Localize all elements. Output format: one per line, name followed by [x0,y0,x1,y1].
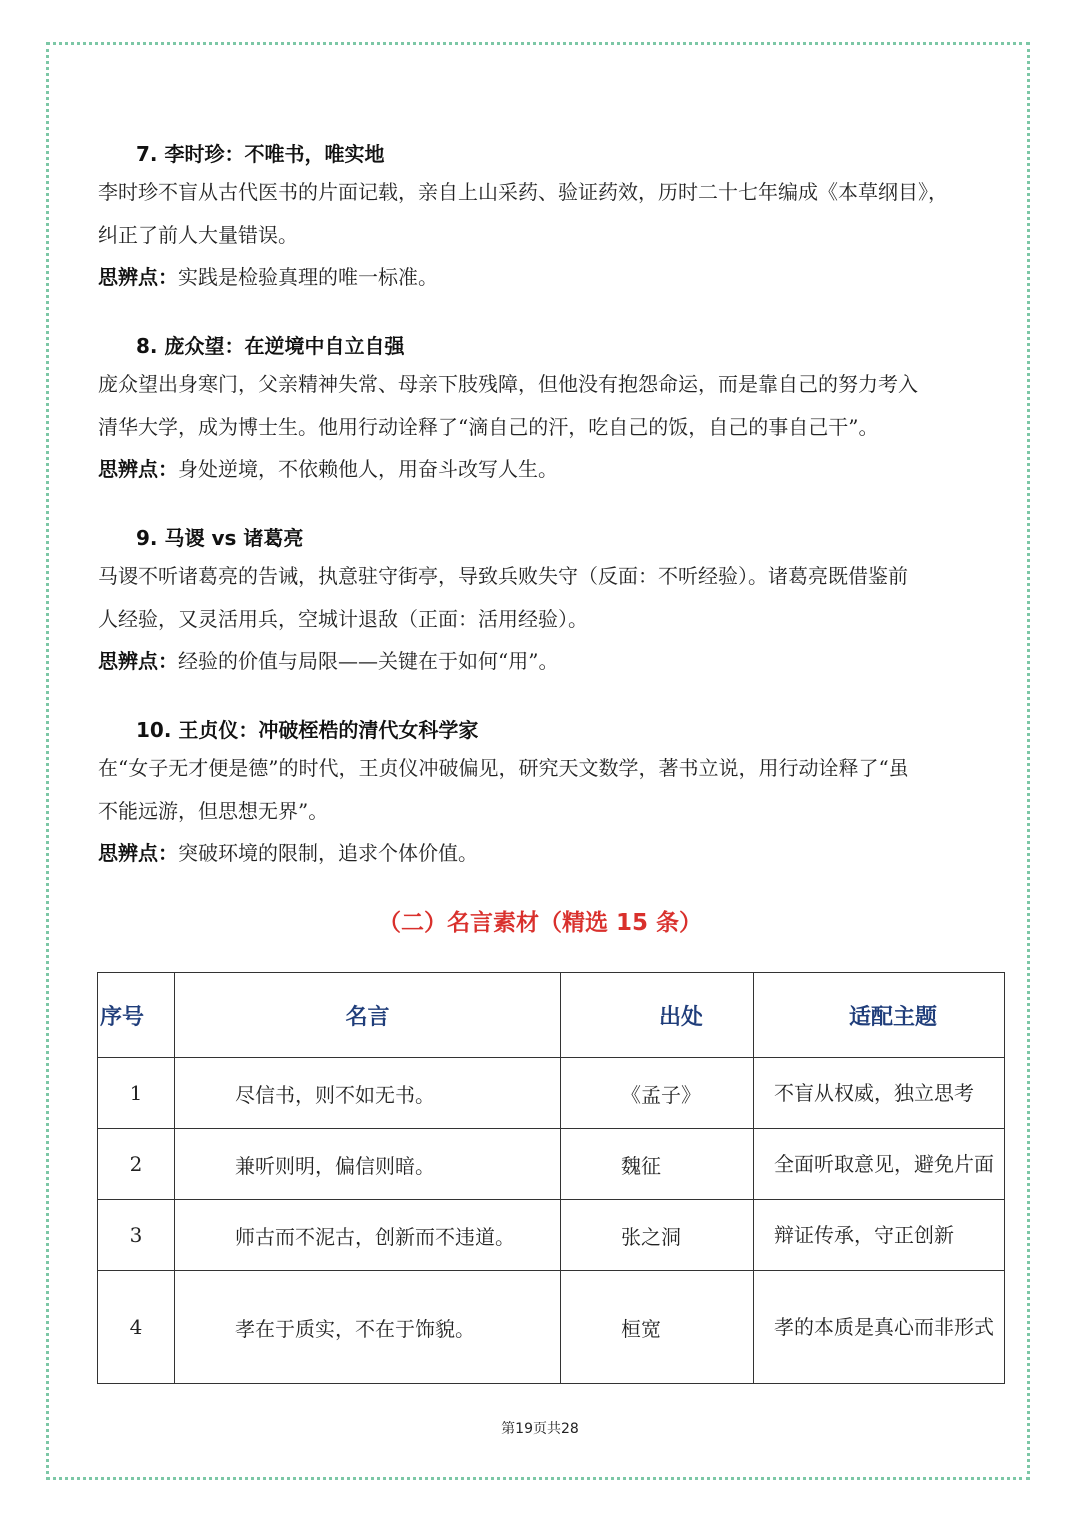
case-title: 7. 李时珍：不唯书，唯实地 [136,142,385,166]
cell-number: 1 [98,1058,175,1129]
case-body-line: 庞众望出身寒门，父亲精神失常、母亲下肢残障，但他没有抱怨命运，而是靠自己的努力考入 [98,372,918,396]
cell-source: 张之洞 [561,1200,754,1271]
point-text: 实践是检验真理的唯一标准。 [178,265,438,289]
case-body-line: 在“女子无才便是德”的时代，王贞仪冲破偏见，研究天文数学，著书立说，用行动诠释了“虽 [98,756,909,780]
case-body-line: 李时珍不盲从古代医书的片面记载，亲自上山采药、验证药效，历时二十七年编成《本草纲目》， [98,180,948,204]
cell-quote: 尽信书，则不如无书。 [175,1058,561,1129]
header-source: 出处 [561,973,754,1058]
case-title: 9. 马谡 vs 诸葛亮 [136,526,304,550]
case-body-line: 纠正了前人大量错误。 [98,223,298,247]
cell-source: 魏征 [561,1129,754,1200]
cell-theme: 孝的本质是真心而非形式 [754,1271,1005,1384]
cell-number: 2 [98,1129,175,1200]
case-body-line: 人经验，又灵活用兵，空城计退敌（正面：活用经验）。 [98,607,588,631]
header-quote: 名言 [175,973,561,1058]
header-theme: 适配主题 [754,973,1005,1058]
cell-theme: 辩证传承，守正创新 [754,1200,1005,1271]
case-point [98,647,558,675]
cell-number: 3 [98,1200,175,1271]
cell-quote: 兼听则明，偏信则暗。 [175,1129,561,1200]
table-row [98,1200,1005,1271]
cell-theme: 全面听取意见，避免片面 [754,1129,1005,1200]
point-text: 身处逆境，不依赖他人，用奋斗改写人生。 [178,457,558,481]
case-point [98,263,438,291]
page-footer: 第19页共28 [501,1421,579,1437]
quotes-subheading: （二）名言素材（精选 15 条） [377,910,703,936]
case-body-line: 马谡不听诸葛亮的告诫，执意驻守街亭，导致兵败失守（反面：不听经验）。诸葛亮既借鉴前 [98,564,908,588]
case-title: 8. 庞众望：在逆境中自立自强 [136,334,405,358]
cell-quote: 孝在于质实，不在于饰貌。 [175,1271,561,1384]
point-label: 思辨点： [98,457,178,481]
table-row [98,1058,1005,1129]
case-title: 10. 王贞仪：冲破桎梏的清代女科学家 [136,718,479,742]
header-number: 序号 [98,973,175,1058]
cell-source: 桓宽 [561,1271,754,1384]
case-point [98,839,478,867]
cell-quote: 师古而不泥古，创新而不违道。 [175,1200,561,1271]
point-label: 思辨点： [98,649,178,673]
case-body-line: 清华大学，成为博士生。他用行动诠释了“滴自己的汗，吃自己的饭，自己的事自己干”。 [98,415,879,439]
case-point [98,455,558,483]
cell-theme: 不盲从权威，独立思考 [754,1058,1005,1129]
point-text: 突破环境的限制，追求个体价值。 [178,841,478,865]
cell-number: 4 [98,1271,175,1384]
point-label: 思辨点： [98,265,178,289]
case-body-line: 不能远游，但思想无界”。 [98,799,329,823]
point-label: 思辨点： [98,841,178,865]
table-row [98,1129,1005,1200]
quotes-table [97,972,1005,1384]
table-header-row [98,973,1005,1058]
cell-source: 《孟子》 [561,1058,754,1129]
table-row [98,1271,1005,1384]
point-text: 经验的价值与局限——关键在于如何“用”。 [178,649,559,673]
